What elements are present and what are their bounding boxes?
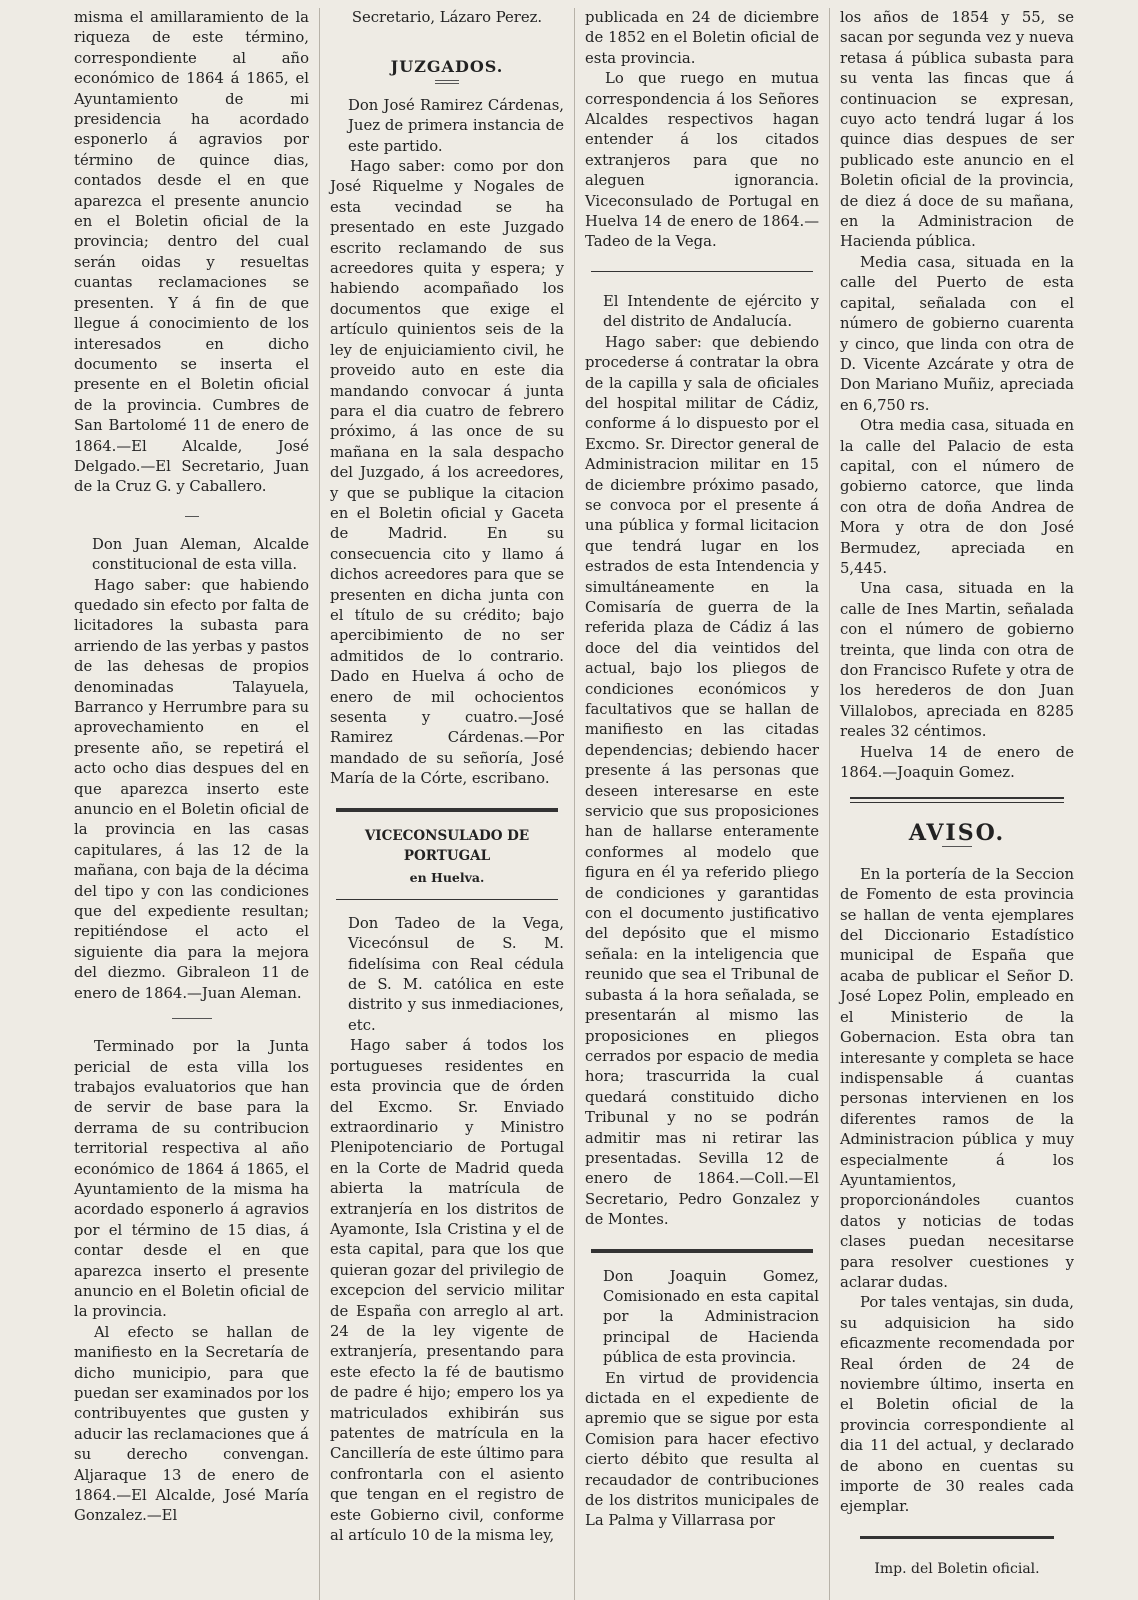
article-text: misma el amillaramiento de la riqueza de este término, correspondiente al año económico de 1864 á 1865, el Ayuntamiento de mi presidencia ha acordado esponerlo á agravios por término de quince dias, contados desde el en que aparezca el presente anuncio en el Boletin oficial de la provincia; dentro del cual serán oidas y resueltas cuantas reclamaciones se presenten. Y á fin de que llegue á conocimiento de los interesados en dicho documento se inserta el presente en el Boletin oficial de la provincia. Cumbres de San Bartolomé 11 de enero de 1864.—El Alcalde, José Delgado.—El Secretario, Juan de la Cruz G. y Caballero. [74, 9, 309, 496]
column-3 [574, 8, 829, 1600]
article-text: Hago saber: que debiendo procederse á contratar la obra de la capilla y sala de oficiales del hospital militar de Cádiz, conforme á lo dispuesto por el Excmo. Sr. Director general de Administracion militar en 15 de diciembre próximo pasado, se convoca por el presente á una pública y formal licitacion que tendrá lugar en los estrados de esta Intendencia y simultáneamente en la Comisaría de guerra de la referida plaza de Cádiz á las doce del dia veintidos del actual, bajo los pliegos de condiciones económicos y facultativos que se hallan de manifiesto en las citadas dependencias; debiendo hacer presente á las personas que deseen interesarse en este servicio que sus proposiciones han de hallarse enteramente conformes al modelo que figura en él ya referido pliego de condiciones y garantidas con el documento justificativo del depósito que el mismo señala: en la inteligencia que reunido que sea el Tribunal de subasta á la hora señalada, se presentarán al mismo las proposiciones en pliegos cerrados por espacio de media hora; trascurrida la cual quedará constituido dicho Tribunal y no se podrán admitir mas ni retirar las presentadas. Sevilla 12 de enero de 1864.—Coll.—El Secretario, Pedro Gonzalez y de Montes. [585, 333, 819, 1229]
article-heading: El Intendente de ejército y del distrito de Andalucía. [603, 292, 819, 331]
article-text: En la portería de la Seccion de Fomento de esta provincia se hallan de venta ejemplares del Diccionario Estadístico municipal de España que acaba de publicar el Señor D. José Lopez Polin, empleado en el Ministerio de la Gobernacion. Esta obra tan interesante y completa se hace indispensable á cuantas personas intervienen en los diferentes ramos de la Administracion pública y muy especialmente á los Ayuntamientos, proporcionándoles cuantos datos y noticias de todas clases puedan necesitarse para resolver cuestiones y aclarar dudas. [840, 865, 1074, 1291]
section-rule [860, 1536, 1054, 1539]
separator [172, 1018, 212, 1019]
article-text: Al efecto se hallan de manifiesto en la Secretaría de dicho municipio, para que puedan ser examinados por los contribuyentes que gusten y aducir las reclamaciones que á su derecho convengan. Aljaraque 13 de enero de 1864.—El Alcalde, José María Gonzalez.—El [74, 1323, 309, 1525]
signature-line: Secretario, Lázaro Perez. [351, 9, 543, 26]
article-text: En virtud de providencia dictada en el expediente de apremio que se sigue por esta Comision para hacer efectivo cierto débito que resulta al recaudador de contribuciones de los distritos municipales de La Palma y Villarrasa por [585, 1369, 819, 1530]
article-heading: Don Joaquin Gomez, Comisionado en esta capital por la Administracion principal de Hacienda pública de esta provincia. [603, 1267, 819, 1367]
article-text: los años de 1854 y 55, se sacan por segunda vez y nueva retasa á pública subasta para su venta las fincas que á continuacion se expresan, cuyo acto tendrá lugar á los quince dias despues de ser publicado este anuncio en el Boletin oficial de la provincia, de diez á doce de su mañana, en la Administracion de Hacienda pública. [840, 9, 1074, 251]
column-2 [319, 8, 574, 1600]
article-text: Hago saber: que habiendo quedado sin efecto por falta de licitadores la subasta para arriendo de las yerbas y pastos de las dehesas de propios denominadas Talayuela, Barranco y Herrumbre para su aprovechamiento en el presente año, se repetirá el acto ocho dias despues del en que aparezca inserto este anuncio en el Boletin oficial de la provincia en las casas capitulares, á las 12 de la mañana, con baja de la décima del tipo y con las condiciones que del expediente resultan; repitiéndose el acto el siguiente dia para la mejora del diezmo. Gibraleon 11 de enero de 1864.—Juan Aleman. [74, 576, 309, 1002]
section-title-aviso: AVISO. [908, 820, 1006, 847]
article-text: publicada en 24 de diciembre de 1852 en el Boletin oficial de esta provincia. [585, 9, 819, 67]
property-listing: Media casa, situada en la calle del Puerto de esta capital, señalada con el número de gobierno cuarenta y cinco, que linda con otra de D. Vicente Azcárate y otra de Don Mariano Muñiz, apreciada en 6,750 rs. [840, 253, 1074, 414]
article-text: Hago saber á todos los portugueses residentes en esta provincia que de órden del Excmo. Sr. Enviado extraordinario y Ministro Plenipotenciario de Portugal en la Corte de Madrid queda abierta la matrícula de extranjería en los distritos de Ayamonte, Isla Cristina y el de esta capital, para que los que quieran gozar del privilegio de excepcion del servicio militar de España con arreglo al art. 24 de la ley vigente de extranjería, presentando para este efecto la fé de bautismo de padre é hijo; empero los ya matriculados exhibirán sus patentes de matrícula en la Cancillería de este último para confrontarla con el asiento que tengan en el registro de este Gobierno civil, conforme al artículo 10 de la misma ley, [330, 1037, 564, 1545]
article-heading: Don Juan Aleman, Alcalde constitucional de esta villa. [92, 535, 309, 574]
imprint: Imp. del Boletin oficial. [874, 1560, 1040, 1577]
section-subtitle: en Huelva. [409, 870, 485, 886]
article-heading: Don Tadeo de la Vega, Vicecónsul de S. M. fidelísima con Real cédula de S. M. católica en este distrito y sus inmediaciones, etc. [348, 914, 564, 1034]
section-title-viceconsulado: VICECONSULADO DE PORTUGAL [364, 827, 530, 865]
column-1 [64, 8, 319, 1600]
section-rule [591, 1249, 813, 1253]
separator [185, 516, 199, 517]
section-rule [850, 797, 1064, 803]
section-rule [591, 271, 813, 272]
property-listing: Una casa, situada en la calle de Ines Martin, señalada con el número de gobierno treinta, que linda con otra de don Francisco Rufete y otra de los herederos de don Juan Villalobos, apreciada en 8285 reales 32 céntimos. [840, 580, 1074, 741]
article-text: Hago saber: como por don José Riquelme y Nogales de esta vecindad se ha presentado en este Juzgado escrito reclamando de sus acreedores quita y espera; y habiendo acompañado los documentos que exige el artículo quinientos seis de la ley de enjuiciamiento civil, he proveido auto en este dia mandando convocar á junta para el dia cuatro de febrero próximo, á las once de su mañana en la sala despacho del Juzgado, á los acreedores, y que se publique la citacion en el Boletin oficial y Gaceta de Madrid. En su consecuencia cito y llamo á dichos acreedores para que se presenten en dicha junta con el título de su crédito; bajo apercibimiento de no ser admitidos de lo contrario. Dado en Huelva á ocho de enero de mil ochocientos sesenta y cuatro.—José Ramirez Cárdenas.—Por mandado de su señoría, José María de la Córte, escribano. [330, 158, 564, 788]
article-text: Lo que ruego en mutua correspondencia á los Señores Alcaldes respectivos hagan entender á los citados extranjeros para que no aleguen ignorancia. Viceconsulado de Portugal en Huelva 14 de enero de 1864.—Tadeo de la Vega. [585, 70, 819, 251]
property-listing: Otra media casa, situada en la calle del Palacio de esta capital, con el número de gobierno catorce, que linda con otra de doña Andrea de Mora y otra de don José Bermudez, apreciada en 5,445. [840, 417, 1074, 577]
section-rule [336, 808, 558, 812]
date-signature: Huelva 14 de enero de 1864.—Joaquin Gomez. [840, 743, 1074, 782]
section-title-juzgados: JUZGADOS. [390, 57, 504, 77]
article-text: Terminado por la Junta pericial de esta villa los trabajos evaluatorios que han de servir de base para la derrama de su contribucion territorial respectiva al año económico de 1864 á 1865, el Ayuntamiento de la misma ha acordado esponerlo á agravios por el término de 15 dias, á contar desde el en que aparezca inserto el presente anuncio en el Boletin oficial de la provincia. [74, 1038, 309, 1321]
article-text: Por tales ventajas, sin duda, su adquisicion ha sido eficazmente recomendada por Real órden de 24 de noviembre último, inserta en el Boletin oficial de la provincia correspondiente al dia 11 del actual, y declarado de abono en cuentas su importe de 30 reales cada ejemplar. [840, 1294, 1074, 1516]
article-heading: Don José Ramirez Cárdenas, Juez de primera instancia de este partido. [348, 96, 564, 155]
column-4 [829, 8, 1084, 1600]
separator [435, 80, 459, 84]
